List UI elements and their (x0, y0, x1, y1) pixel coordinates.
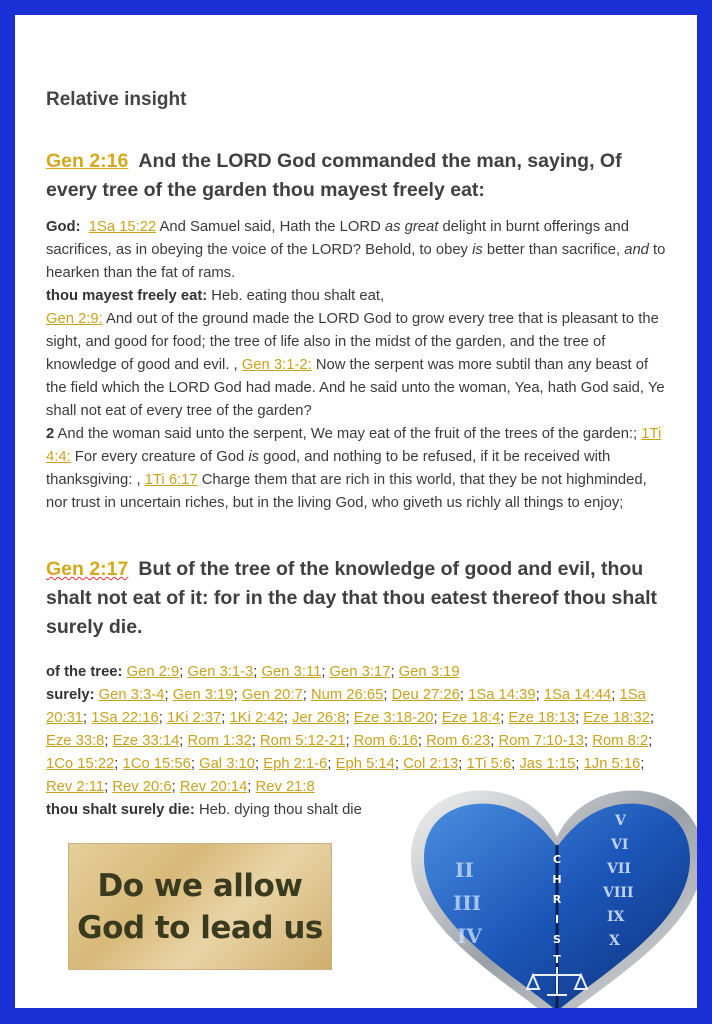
numeral: III (453, 891, 482, 915)
ref-link[interactable]: Gen 3:3-4 (98, 687, 165, 703)
ref-link[interactable]: 1Sa 15:22 (88, 219, 157, 235)
separator: ; (251, 733, 260, 749)
label-surely-die: thou shalt surely die: (46, 802, 195, 818)
verse-gen-2-16 (46, 147, 666, 205)
ref-link[interactable]: Gen 3:1-2: (241, 357, 312, 373)
ref-link[interactable]: Gen 3:1-3 (187, 664, 254, 680)
text: And the woman said unto the serpent, We may eat of the fruit of the trees of the garden:; (54, 426, 642, 442)
ref-link[interactable]: 1Co 15:56 (122, 756, 191, 772)
ref-link[interactable]: Rom 6:16 (353, 733, 418, 749)
separator: ; (490, 733, 499, 749)
ref-link[interactable]: Rev 20:14 (179, 779, 248, 795)
separator: ; (345, 710, 354, 726)
separator: ; (458, 756, 467, 772)
label-freely-eat: thou mayest freely eat: (46, 288, 208, 304)
separator: ; (255, 756, 264, 772)
separator: ; (640, 756, 645, 772)
numeral: IV (457, 924, 482, 948)
ref-link[interactable]: Eze 18:13 (508, 710, 576, 726)
separator: ; (253, 664, 262, 680)
ref-link[interactable]: 1Ti 5:6 (466, 756, 512, 772)
text: Charge them that are rich in this world, that they be not highminded, nor trust in uncertain riches, but in the living God, who giveth us richly all things to enjoy; (46, 472, 647, 511)
ref-link[interactable]: Gen 3:19 (172, 687, 234, 703)
numeral: VIII (603, 885, 634, 901)
separator: ; (171, 779, 180, 795)
ref-link[interactable]: Rom 7:10-13 (498, 733, 585, 749)
ref-link[interactable]: Rom 6:23 (426, 733, 491, 749)
separator: ; (327, 756, 336, 772)
text: better than sacrifice, (482, 242, 625, 258)
ref-link[interactable]: Gen 20:7 (241, 687, 303, 703)
ref-link[interactable]: 1Sa 14:44 (543, 687, 612, 703)
text: is (248, 449, 260, 465)
numeral: VI (611, 837, 629, 853)
text: Heb. eating thou shalt eat, (207, 288, 385, 304)
separator: ; (575, 710, 584, 726)
numeral: X (609, 933, 620, 949)
separator: ; (221, 710, 230, 726)
ref-link[interactable]: Rom 1:32 (187, 733, 252, 749)
do-we-allow-god-image (68, 843, 332, 970)
ref-link[interactable]: Eze 33:8 (46, 733, 105, 749)
ref-link[interactable]: Rev 20:6 (112, 779, 172, 795)
separator: ; (164, 687, 173, 703)
letter: R (552, 893, 562, 906)
text: to hearken than the fat of rams. (46, 242, 666, 281)
separator: ; (535, 687, 544, 703)
separator: ; (390, 664, 399, 680)
letter: C (552, 853, 562, 866)
letter: T (553, 953, 561, 966)
ref-link[interactable]: Gal 3:10 (199, 756, 255, 772)
verse-text: And the LORD God commanded the man, saying, Of every tree of the garden thou mayest freely eat: (46, 150, 622, 201)
ref-link[interactable]: Gen 3:19 (398, 664, 460, 680)
separator: ; (104, 779, 113, 795)
text: Now the serpent was more subtil than any beast of the field which the LORD God had made. And he said unto the woman, Yea, hath God said, Ye shall not eat of every tree of the garden? (46, 357, 665, 419)
separator: ; (179, 664, 188, 680)
ref-link[interactable]: Col 2:13 (403, 756, 459, 772)
ref-link[interactable]: 1Ti 6:17 (144, 472, 198, 488)
text: Heb. dying thou shalt die (194, 802, 362, 818)
verse-text: But of the tree of the knowledge of good and evil, thou shalt not eat of it: for in the day that thou eatest thereof thou shalt surely die. (46, 558, 658, 638)
ref-link[interactable]: Jas 1:15 (519, 756, 576, 772)
section-heading: Relative insight (46, 89, 187, 110)
page (15, 15, 697, 1008)
text: as great (384, 219, 439, 235)
text: And Samuel said, Hath the LORD (156, 219, 385, 235)
ref-link[interactable]: Gen 3:11 (261, 664, 322, 680)
text: is (472, 242, 483, 258)
numeral: IX (607, 909, 625, 925)
separator: ; (584, 733, 593, 749)
ref-link[interactable]: 1Jn 5:16 (583, 756, 641, 772)
separator: ; (611, 687, 620, 703)
ref-link[interactable]: 1Co 15:22 (46, 756, 115, 772)
separator: ; (511, 756, 520, 772)
separator: ; (179, 733, 188, 749)
text: For every creature of God (70, 449, 249, 465)
verse-ref-gen-2-17[interactable]: Gen 2:17 (46, 558, 129, 580)
letter: S (553, 933, 561, 946)
numeral: VII (607, 861, 631, 877)
letter: H (552, 873, 562, 886)
ref-link[interactable]: 1Ti 4:4: (46, 426, 662, 465)
separator: ; (158, 710, 167, 726)
verse-ref-gen-2-16[interactable]: Gen 2:16 (46, 150, 129, 172)
separator: ; (233, 687, 242, 703)
separator: ; (433, 710, 442, 726)
tree-ref-list (127, 664, 460, 680)
text: good, and nothing to be refused, if it be received with thanksgiving: , (46, 449, 611, 488)
ref-link[interactable]: Jer 26:8 (292, 710, 346, 726)
commentary-block-1 (46, 216, 668, 515)
separator: ; (345, 733, 354, 749)
separator: ; (648, 733, 653, 749)
separator: ; (247, 779, 256, 795)
ref-link[interactable]: 1Ki 2:42 (229, 710, 284, 726)
separator: ; (394, 756, 404, 772)
separator: ; (575, 756, 584, 772)
ref-link[interactable]: Rom 5:12-21 (259, 733, 346, 749)
separator: ; (114, 756, 123, 772)
separator: ; (321, 664, 330, 680)
heart-tablets-image (407, 785, 697, 1008)
ref-link[interactable]: Eze 18:4 (441, 710, 501, 726)
surely-ref-list (46, 687, 654, 795)
ref-link[interactable]: Deu 27:26 (391, 687, 460, 703)
ref-link[interactable]: Rom 8:2 (592, 733, 649, 749)
text: And out of the ground made the LORD God to grow every tree that is pleasant to the sight, and good for food; the tree of life also in the midst of the garden, and the tree of knowledge of good and evil. , (46, 311, 659, 373)
ref-link[interactable]: Gen 2:9: (46, 311, 103, 327)
text: delight in burnt offerings and sacrifices, as in obeying the voice of the LORD? Behold, to obey (46, 219, 629, 258)
verse-number: 2 (46, 426, 55, 442)
separator: ; (83, 710, 92, 726)
ref-link[interactable]: Num 26:65 (310, 687, 384, 703)
numeral: V (615, 813, 626, 829)
ref-link[interactable]: Eze 3:18-20 (353, 710, 434, 726)
label-god: God: (46, 219, 81, 235)
separator: ; (283, 710, 293, 726)
separator: ; (190, 756, 200, 772)
separator: ; (417, 733, 427, 749)
ref-link[interactable]: Gen 2:9 (126, 664, 180, 680)
separator: ; (649, 710, 655, 726)
verse-gen-2-17 (46, 555, 666, 642)
text: and (624, 242, 649, 258)
separator: ; (302, 687, 311, 703)
separator: ; (383, 687, 392, 703)
label-surely: surely: (46, 687, 95, 703)
numeral: II (455, 858, 474, 882)
label-of-the-tree: of the tree: (46, 664, 123, 680)
ref-link[interactable]: 1Ki 2:37 (166, 710, 222, 726)
ref-link[interactable]: 1Sa 22:16 (91, 710, 159, 726)
ref-link[interactable]: Eze 33:14 (112, 733, 180, 749)
letter: I (554, 913, 560, 926)
ref-link[interactable]: Eph 2:1-6 (263, 756, 328, 772)
separator: ; (459, 687, 469, 703)
ref-link[interactable]: 1Sa 20:31 (46, 687, 646, 726)
ref-link[interactable]: Eph 5:14 (335, 756, 395, 772)
separator: ; (104, 733, 113, 749)
ref-link[interactable]: Rev 21:8 (255, 779, 315, 795)
ref-link[interactable]: 1Sa 14:39 (468, 687, 536, 703)
image-text-line: Do we allow (97, 867, 303, 904)
ref-link[interactable]: Eze 18:32 (583, 710, 650, 726)
image-text-line: God to lead us (77, 909, 323, 946)
ref-link[interactable]: Rev 2:11 (46, 779, 105, 795)
ref-link[interactable]: Gen 3:17 (329, 664, 391, 680)
separator: ; (500, 710, 509, 726)
